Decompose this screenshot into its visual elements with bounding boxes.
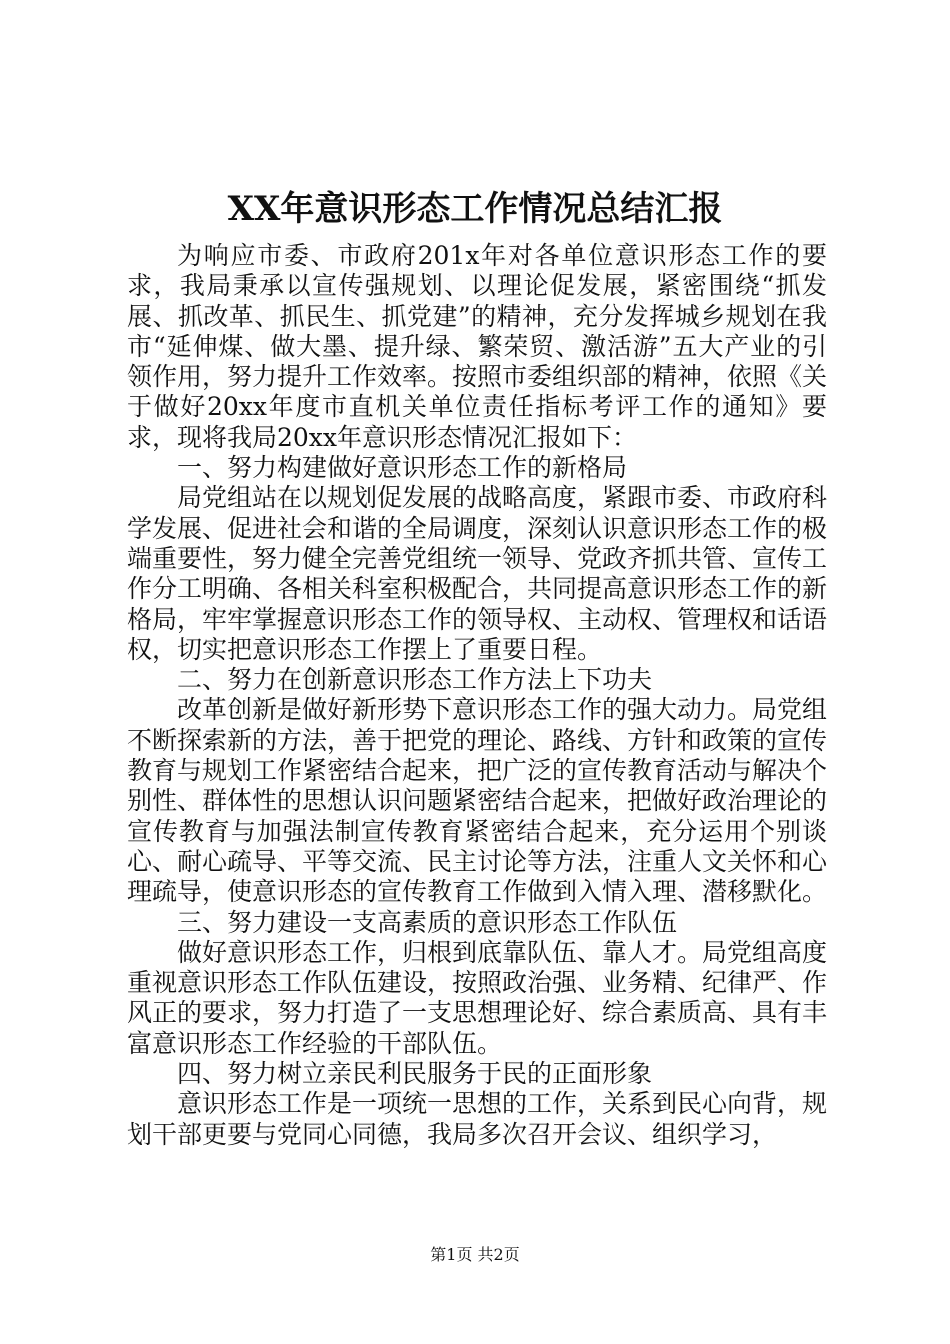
paragraph-intro: 为响应市委、市政府201x年对各单位意识形态工作的要求，我局秉承以宣传强规划、以理论促发展，紧密围绕“抓发展、抓改革、抓民生、抓党建”的精神，充分发挥城乡规划在我市“延伸煤、做大墨、提升绿、繁荣贸、激活游”五大产业的引领作用，努力提升工作效率。按照市委组织部的精神，依照《关于做好20xx年度市直机关单位责任指标考评工作的通知》要求，现将我局20xx年意识形态情况汇报如下：: [127, 241, 828, 452]
paragraph-section-3: 做好意识形态工作，归根到底靠队伍、靠人才。局党组高度重视意识形态工作队伍建设，按照政治强、业务精、纪律严、作风正的要求，努力打造了一支思想理论好、综合素质高、具有丰富意识形态工作经验的干部队伍。: [127, 937, 828, 1058]
paragraph-section-1: 局党组站在以规划促发展的战略高度，紧跟市委、市政府科学发展、促进社会和谐的全局调度，深刻认识意识形态工作的极端重要性，努力健全完善党组统一领导、党政齐抓共管、宣传工作分工明确、各相关科室积极配合，共同提高意识形态工作的新格局，牢牢掌握意识形态工作的领导权、主动权、管理权和话语权，切实把意识形态工作摆上了重要日程。: [127, 483, 828, 664]
paragraph-section-4: 意识形态工作是一项统一思想的工作，关系到民心向背，规划干部更要与党同心同德，我局多次召开会议、组织学习，: [127, 1089, 828, 1149]
paragraph-section-2: 改革创新是做好新形势下意识形态工作的强大动力。局党组不断探索新的方法，善于把党的理论、路线、方针和政策的宣传教育与规划工作紧密结合起来，把广泛的宣传教育活动与解决个别性、群体性的思想认识问题紧密结合起来，把做好政治理论的宣传教育与加强法制宣传教育紧密结合起来，充分运用个别谈心、耐心疏导、平等交流、民主讨论等方法，注重人文关怀和心理疏导，使意识形态的宣传教育工作做到入情入理、潜移默化。: [127, 695, 828, 907]
document-title: XX年意识形态工作情况总结汇报: [227, 189, 723, 229]
section-heading-1: 一、努力构建做好意识形态工作的新格局: [177, 453, 628, 483]
section-heading-2: 二、努力在创新意识形态工作方法上下功夫: [177, 665, 653, 695]
page-number-footer: 第1页 共2页: [430, 1245, 520, 1264]
document-body: [127, 241, 827, 1150]
section-heading-3: 三、努力建设一支高素质的意识形态工作队伍: [177, 907, 678, 937]
section-heading-4: 四、努力树立亲民利民服务于民的正面形象: [177, 1059, 653, 1089]
